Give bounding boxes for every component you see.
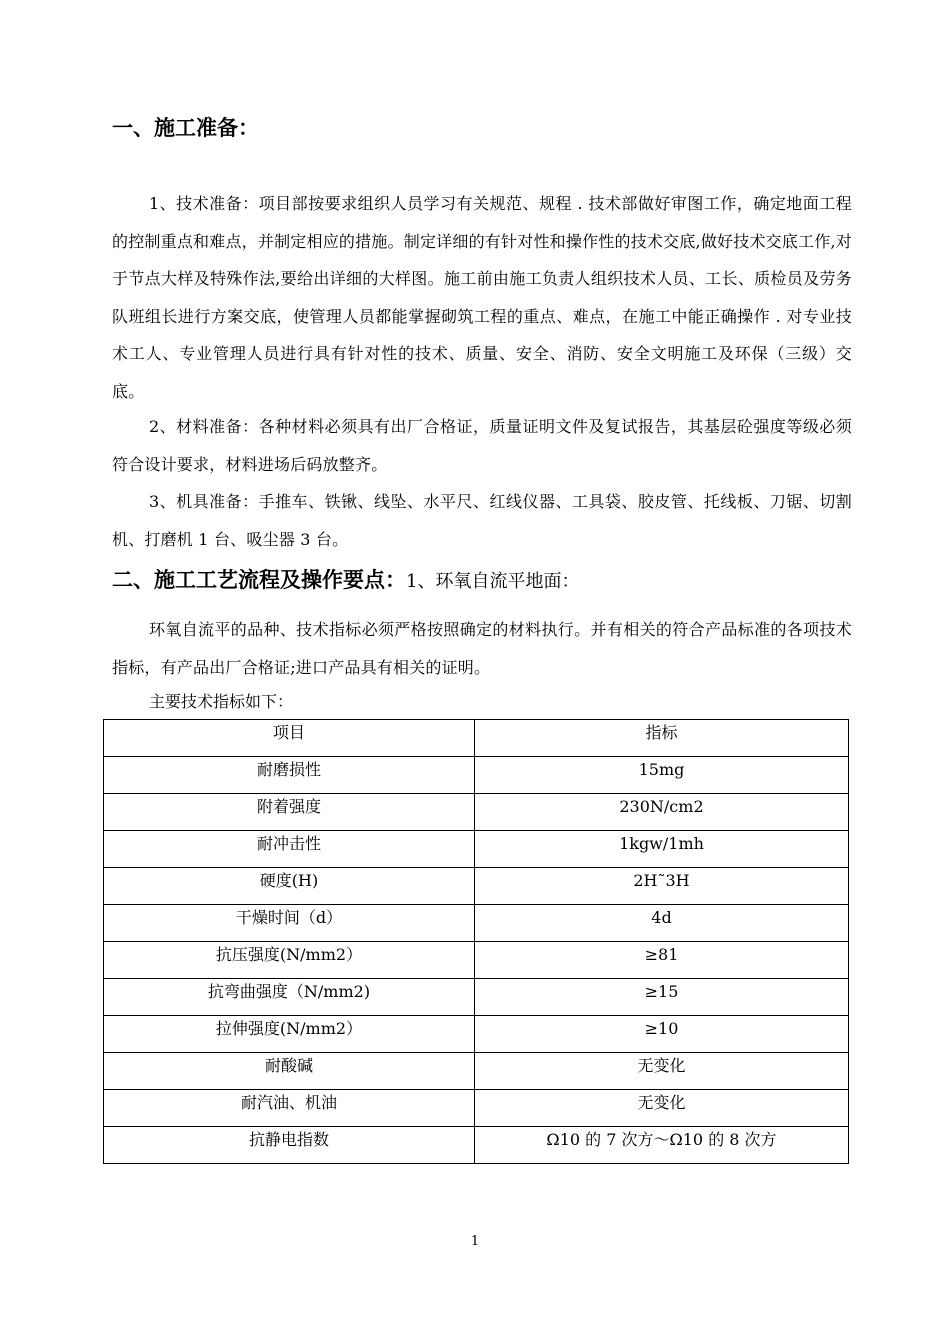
- paragraph-epoxy-intro: 环氧自流平的品种、技术指标必须严格按照确定的材料执行。并有相关的符合产品标准的各项技术指标，有产品出厂合格证;进口产品具有相关的证明。: [112, 620, 852, 677]
- table-row: [104, 1127, 849, 1164]
- table-cell-item: 干燥时间（d）: [104, 905, 475, 942]
- table-cell-item: 耐汽油、机油: [104, 1090, 475, 1127]
- table-row: [104, 905, 849, 942]
- table-cell-item: 耐酸碱: [104, 1053, 475, 1090]
- table-row: [104, 1016, 849, 1053]
- table-cell-value: ≥15: [475, 979, 849, 1016]
- table-cell-item: 抗弯曲强度（N/mm2): [104, 979, 475, 1016]
- table-cell-item: 抗静电指数: [104, 1127, 475, 1164]
- section-heading-process-title: 二、施工工艺流程及操作要点：: [112, 568, 406, 592]
- table-cell-item: 硬度(H): [104, 868, 475, 905]
- table-row: [104, 868, 849, 905]
- table-cell-value: 无变化: [475, 1090, 849, 1127]
- table-cell-value: Ω10 的 7 次方～Ω10 的 8 次方: [475, 1127, 849, 1164]
- paragraph-material-preparation: 2、材料准备：各种材料必须具有出厂合格证，质量证明文件及复试报告，其基层砼强度等级必须符合设计要求，材料进场后码放整齐。: [112, 417, 852, 474]
- table-cell-value: 1kgw/1mh: [475, 831, 849, 868]
- table-cell-item: 耐磨损性: [104, 757, 475, 794]
- table-cell-value: 15mg: [475, 757, 849, 794]
- table-cell-value: 4d: [475, 905, 849, 942]
- page-number: 1: [470, 1234, 480, 1249]
- table-cell-item: 耐冲击性: [104, 831, 475, 868]
- section-heading-preparation: 一、施工准备：: [112, 116, 259, 140]
- table-row: [104, 831, 849, 868]
- table-cell-value: ≥81: [475, 942, 849, 979]
- table-cell-value: 230N/cm2: [475, 794, 849, 831]
- table-cell-value: 2H˜3H: [475, 868, 849, 905]
- table-header-row: [104, 720, 849, 757]
- table-header-item: 项目: [104, 720, 475, 757]
- table-header-value: 指标: [475, 720, 849, 757]
- table-row: [104, 794, 849, 831]
- table-row: [104, 1053, 849, 1090]
- table-row: [104, 942, 849, 979]
- table-row: [104, 757, 849, 794]
- table-cell-value: ≥10: [475, 1016, 849, 1053]
- table-caption: 主要技术指标如下：: [149, 692, 294, 711]
- paragraph-technical-preparation: 1、技术准备：项目部按要求组织人员学习有关规范、规程 . 技术部做好审图工作，确定地面工程的控制重点和难点，并制定相应的措施。制定详细的有针对性和操作性的技术交底,做好技术交底工作,对于节点大样及特殊作法,要给出详细的大样图。施工前由施工负责人组织技术人员、工长、质检员及劳务队班组长进行方案交底，使管理人员都能掌握砌筑工程的重点、难点，在施工中能正确操作 . 对专业技术工人、专业管理人员进行具有针对性的技术、质量、安全、消防、安全文明施工及环保（三级）交底。: [112, 194, 852, 401]
- paragraph-equipment-preparation: 3、机具准备：手推车、铁锹、线坠、水平尺、红线仪器、工具袋、胶皮管、托线板、刀锯、切割机、打磨机 1 台、吸尘器 3 台。: [112, 492, 852, 549]
- table-row: [104, 979, 849, 1016]
- table-row: [104, 1090, 849, 1127]
- table-cell-item: 抗压强度(N/mm2）: [104, 942, 475, 979]
- table-cell-value: 无变化: [475, 1053, 849, 1090]
- section-heading-process: [112, 566, 579, 596]
- technical-spec-table: [103, 719, 849, 1164]
- table-cell-item: 拉伸强度(N/mm2）: [104, 1016, 475, 1053]
- section-subheading-epoxy: 1、环氧自流平地面：: [406, 571, 580, 592]
- table-cell-item: 附着强度: [104, 794, 475, 831]
